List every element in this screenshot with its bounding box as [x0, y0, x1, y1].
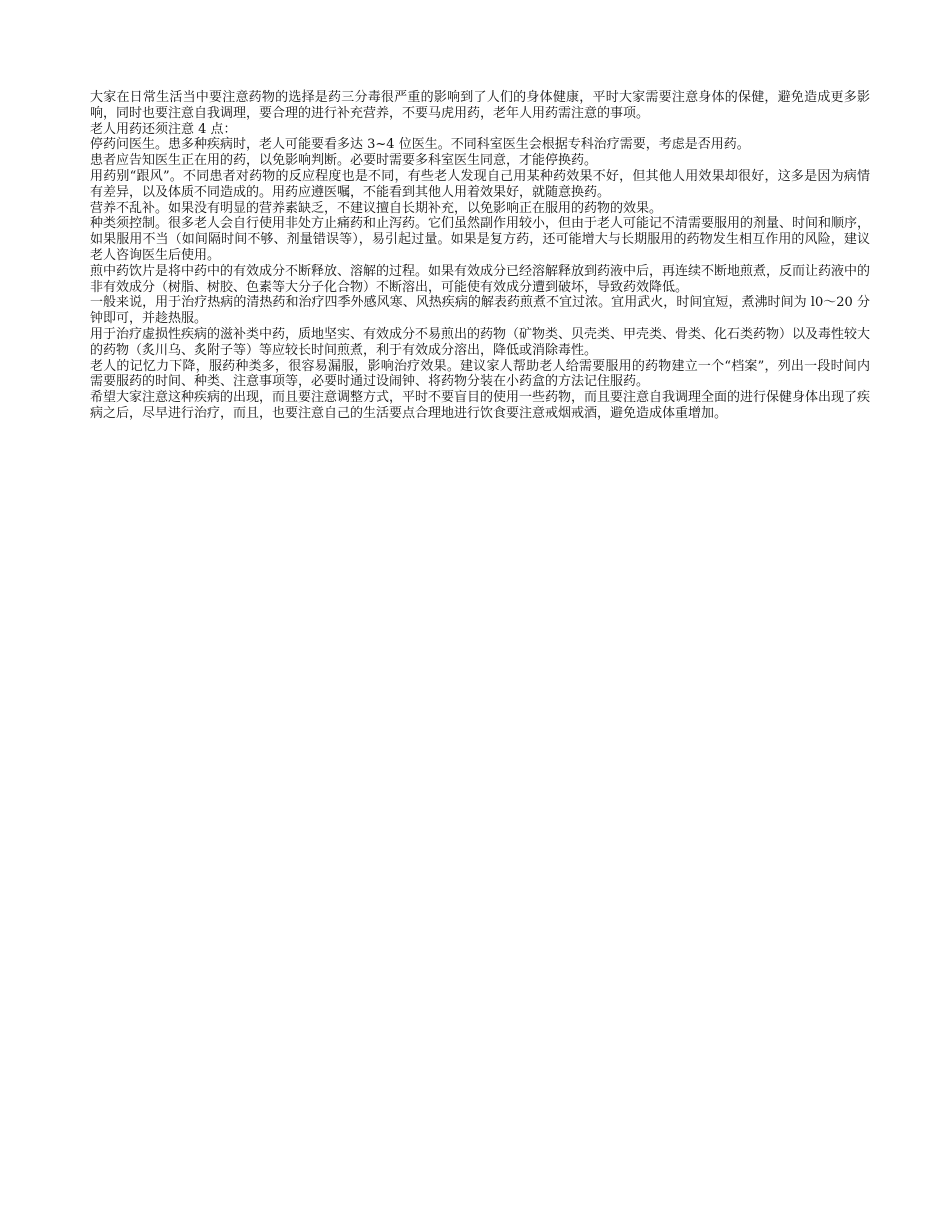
document-body	[90, 90, 870, 422]
paragraph-heading-four-points: 老人用药还须注意 4 点：	[90, 121, 237, 137]
paragraph-decoction-process: 煎中药饮片是将中药中的有效成分不断释放、溶解的过程。如果有效成分已经溶解释放到药液中后，再连续不断地煎煮，反而让药液中的非有效成分（树脂、树胶、色素等大分子化合物）不断溶出，可能使有效成分遭到破坏，导致药效降低。	[90, 263, 871, 295]
paragraph-inform-doctor: 患者应告知医生正在用的药，以免影响判断。必要时需要多科室医生同意，才能停换药。	[90, 153, 598, 169]
paragraph-conclusion: 希望大家注意这种疾病的出现，而且要注意调整方式，平时不要盲目的使用一些药物，而且要注意自我调理全面的进行保健身体出现了疾病之后，尽早进行治疗，而且，也要注意自己的生活要点合理地进行饮食要注意戒烟戒酒，避免造成体重增加。	[90, 390, 871, 421]
paragraph-heat-clearing: 一般来说，用于治疗热病的清热药和治疗四季外感风寒、风热疾病的解表药煎煮不宜过浓。宜用武火，时间宜短，煮沸时间为 l0～20 分钟即可，并趁热服。	[90, 295, 870, 327]
paragraph-memory-record: 老人的记忆力下降，服药种类多，很容易漏服，影响治疗效果。建议家人帮助老人给需要服用的药物建立一个“档案”，列出一段时间内需要服药的时间、种类、注意事项等，必要时通过设闹钟、将药物分装在小药盒的方法记住服药。	[90, 358, 870, 390]
paragraph-stop-medication: 停药问医生。患多种疾病时，老人可能要看多达 3~4 位医生。不同科室医生会根据专科治疗需要，考虑是否用药。	[90, 137, 750, 153]
paragraph-no-following: 用药别“跟风”。不同患者对药物的反应程度也是不同，有些老人发现自己用某种药效果不好，但其他人用效果却很好，这多是因为病情有差异，以及体质不同造成的。用药应遵医嘱，不能看到其他人用着效果好，就随意换药。	[90, 168, 870, 200]
paragraph-tonic-herbs: 用于治疗虚损性疾病的滋补类中药，质地坚实、有效成分不易煎出的药物（矿物类、贝壳类、甲壳类、骨类、化石类药物）以及毒性较大的药物（炙川乌、炙附子等）等应较长时间煎煮，利于有效成分溶出，降低或消除毒性。	[90, 326, 871, 358]
paragraph-intro: 大家在日常生活当中要注意药物的选择是药三分毒很严重的影响到了人们的身体健康，平时大家需要注意身体的保健，避免造成更多影响，同时也要注意自我调理，要合理的进行补充营养，不要马虎用药，老年人用药需注意的事项。	[90, 90, 870, 121]
paragraph-nutrition: 营养不乱补。如果没有明显的营养素缺乏，不建议擅自长期补充，以免影响正在服用的药物的效果。	[90, 200, 663, 216]
paragraph-control-types: 种类须控制。很多老人会自行使用非处方止痛药和止泻药。它们虽然副作用较小，但由于老人可能记不清需要服用的剂量、时间和顺序，如果服用不当（如间隔时间不够、剂量错误等），易引起过量。如果是复方药，还可能增大与长期服用的药物发生相互作用的风险，建议老人咨询医生后使用。	[90, 216, 871, 263]
